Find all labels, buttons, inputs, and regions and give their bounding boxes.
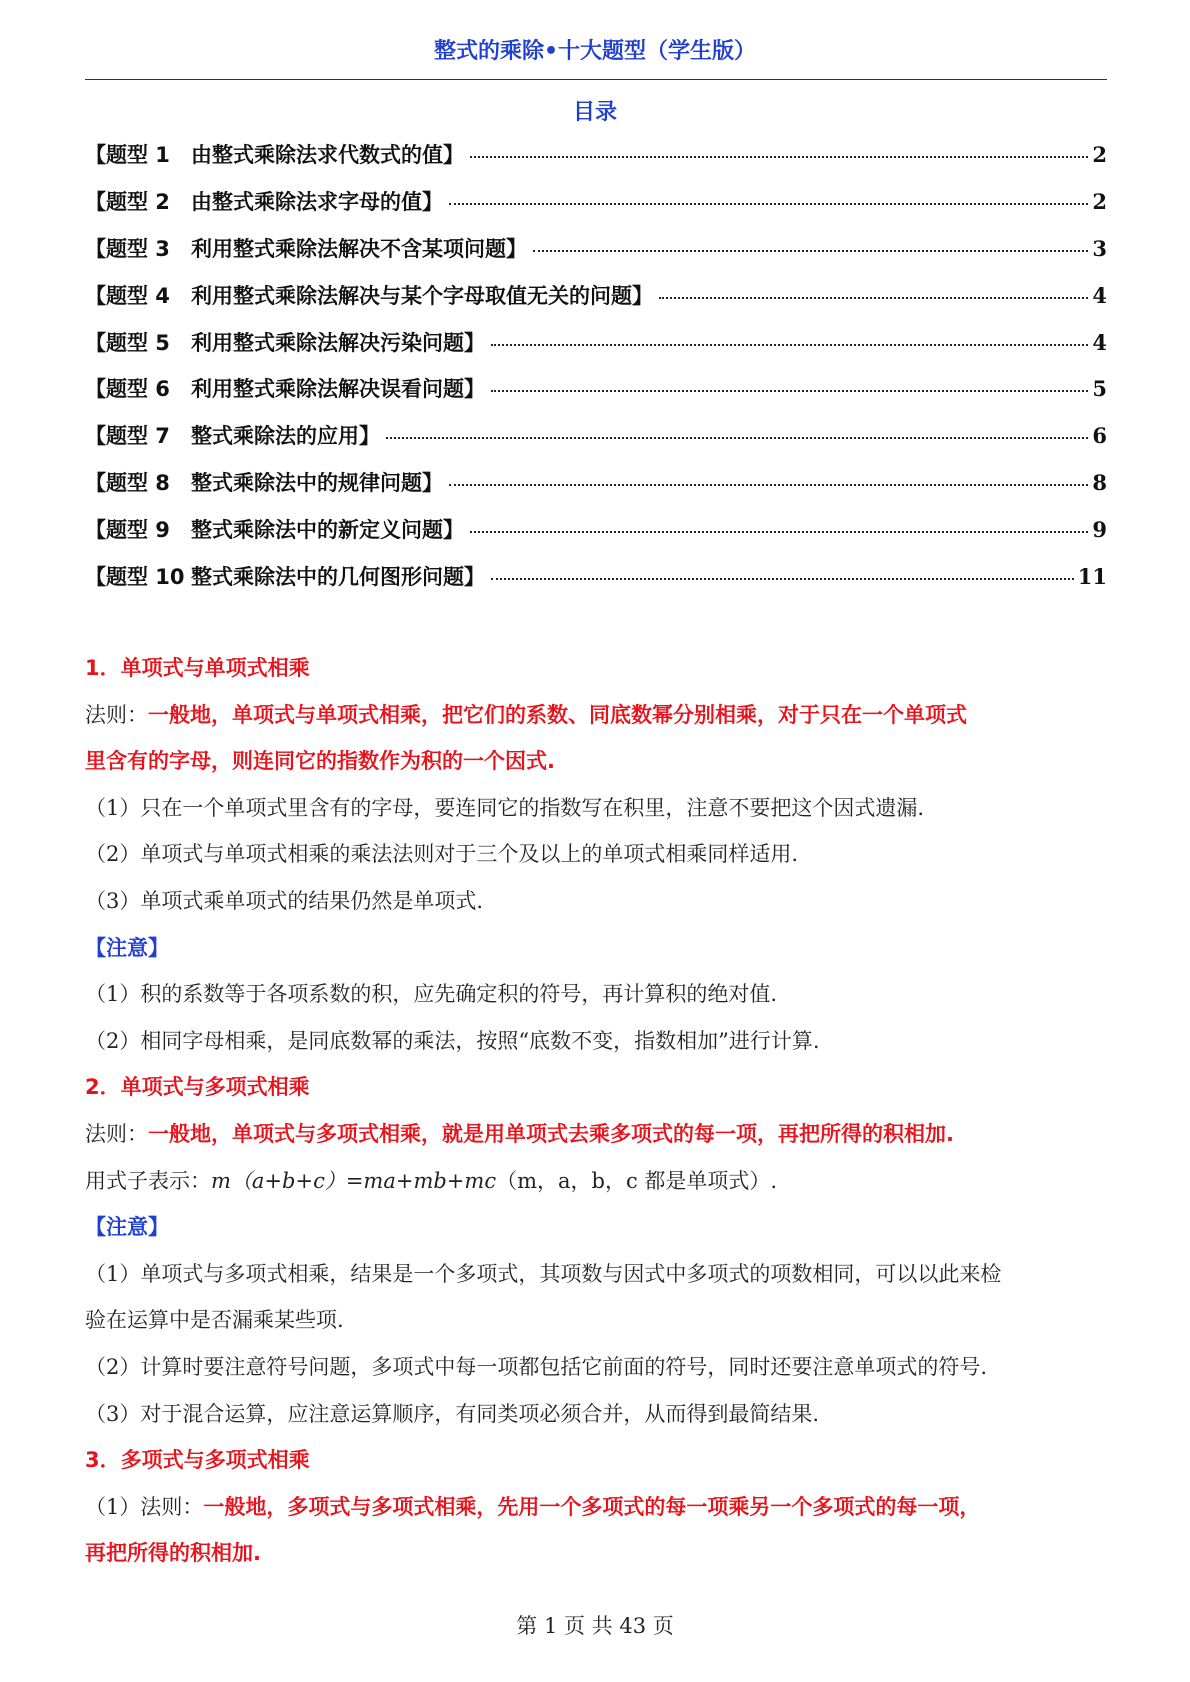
paragraph: （1）积的系数等于各项系数的积，应先确定积的符号，再计算积的绝对值.: [85, 982, 778, 1007]
section-heading-3: 3．多项式与多项式相乘: [85, 1448, 310, 1473]
paragraph: （3）对于混合运算，应注意运算顺序，有同类项必须合并，从而得到最简结果.: [85, 1401, 820, 1426]
rule-prefix: 法则：: [85, 1121, 148, 1146]
toc-item-text: 整式乘除法中的新定义问题】: [191, 518, 464, 543]
toc-item-page: 8: [1092, 470, 1107, 496]
document-body: [85, 645, 1107, 1577]
rule-emphasis: 一般地，单项式与单项式相乘，把它们的系数、同底数幂分别相乘，对于只在一个单项式: [148, 702, 967, 727]
formula-suffix: （m，a，b，c 都是单项式）.: [496, 1168, 778, 1193]
rule-emphasis-continued: 再把所得的积相加.: [85, 1541, 261, 1566]
paragraph: （2）计算时要注意符号问题，多项式中每一项都包括它前面的符号，同时还要注意单项式的符号.: [85, 1354, 988, 1379]
toc-item-page: 5: [1092, 376, 1107, 402]
toc-leader-dots: [659, 297, 1088, 299]
paragraph: （1）单项式与多项式相乘，结果是一个多项式，其项数与因式中多项式的项数相同，可以以此来检: [85, 1261, 1002, 1286]
toc-item-text: 由整式乘除法求字母的值】: [191, 189, 443, 214]
toc-item-label: 【题型 5: [85, 330, 170, 355]
paragraph: （2）相同字母相乘，是同底数幂的乘法，按照“底数不变，指数相加”进行计算.: [85, 1028, 820, 1053]
toc-leader-dots: [449, 203, 1088, 205]
rule-paragraph: [85, 1111, 1107, 1158]
toc-item-label: 【题型 9: [85, 518, 170, 543]
toc-item-page: 2: [1092, 188, 1107, 214]
toc-item-label: 【题型 6: [85, 377, 170, 402]
toc-item[interactable]: [85, 514, 1107, 561]
toc-item-text: 利用整式乘除法解决与某个字母取值无关的问题】: [191, 283, 653, 308]
toc-item-page: 11: [1077, 564, 1107, 590]
toc-title: 目录: [572, 100, 617, 125]
toc-item[interactable]: [85, 139, 1107, 186]
toc-item-page: 6: [1092, 423, 1107, 449]
toc-item[interactable]: [85, 327, 1107, 374]
toc-item-label: 【题型 7: [85, 424, 170, 449]
toc-item-text: 由整式乘除法求代数式的值】: [191, 143, 464, 167]
formula-paragraph: [85, 1158, 1107, 1205]
toc-leader-dots: [533, 250, 1088, 252]
toc-item[interactable]: [85, 186, 1107, 233]
toc-item-label: 【题型 10: [85, 565, 185, 590]
rule-prefix: 法则：: [85, 702, 148, 727]
paragraph: （2）单项式与单项式相乘的乘法法则对于三个及以上的单项式相乘同样适用.: [85, 842, 799, 867]
toc-item-text: 整式乘除法中的规律问题】: [191, 471, 443, 496]
toc-item-label: 【题型 4: [85, 283, 170, 308]
rule-prefix: （1）法则：: [85, 1494, 204, 1519]
toc-item-label: 【题型 1: [85, 143, 170, 167]
formula-prefix: 用式子表示：: [85, 1168, 211, 1193]
toc-item-page: 9: [1092, 517, 1107, 543]
toc-leader-dots: [491, 344, 1088, 346]
rule-paragraph: [85, 692, 1107, 739]
section-heading-2: 2．单项式与多项式相乘: [85, 1075, 310, 1100]
toc-item[interactable]: [85, 373, 1107, 420]
toc-item-text: 整式乘除法的应用】: [191, 424, 380, 449]
section-heading-1: 1．单项式与单项式相乘: [85, 656, 310, 680]
page-footer: 第 1 页 共 43 页: [516, 1614, 674, 1638]
rule-paragraph: [85, 1484, 1107, 1531]
document-header-title: 整式的乘除•十大题型（学生版）: [433, 39, 757, 64]
toc-leader-dots: [470, 156, 1088, 158]
rule-emphasis: 一般地，单项式与多项式相乘，就是用单项式去乘多项式的每一项，再把所得的积相加.: [148, 1121, 954, 1146]
toc-item-page: 4: [1092, 282, 1107, 308]
formula: m（a+b+c）=ma+mb+mc: [211, 1168, 497, 1193]
toc-item-text: 整式乘除法中的几何图形问题】: [191, 565, 485, 590]
note-heading: 【注意】: [85, 1215, 169, 1240]
toc-item-label: 【题型 3: [85, 236, 170, 261]
toc-item-label: 【题型 8: [85, 471, 170, 496]
paragraph: （3）单项式乘单项式的结果仍然是单项式.: [85, 888, 484, 913]
toc-item[interactable]: [85, 233, 1107, 280]
rule-emphasis-continued: 里含有的字母，则连同它的指数作为积的一个因式.: [85, 749, 555, 774]
paragraph: （1）只在一个单项式里含有的字母，要连同它的指数写在积里，注意不要把这个因式遗漏.: [85, 795, 925, 820]
toc-item-page: 3: [1092, 235, 1107, 261]
toc-item-text: 利用整式乘除法解决不含某项问题】: [191, 236, 527, 261]
note-heading: 【注意】: [85, 935, 169, 960]
toc-item-text: 利用整式乘除法解决污染问题】: [191, 330, 485, 355]
paragraph-continued: 验在运算中是否漏乘某些项.: [85, 1308, 344, 1333]
toc-item[interactable]: [85, 467, 1107, 514]
table-of-contents: [85, 139, 1107, 608]
header-divider: [85, 79, 1107, 80]
toc-item-page: 4: [1092, 329, 1107, 355]
toc-item[interactable]: [85, 561, 1107, 608]
rule-emphasis: 一般地，多项式与多项式相乘，先用一个多项式的每一项乘另一个多项式的每一项，: [203, 1494, 981, 1519]
toc-leader-dots: [449, 484, 1088, 486]
toc-item-text: 利用整式乘除法解决误看问题】: [191, 377, 485, 402]
toc-item[interactable]: [85, 420, 1107, 467]
toc-leader-dots: [491, 578, 1074, 580]
toc-item[interactable]: [85, 280, 1107, 327]
toc-leader-dots: [470, 531, 1088, 533]
toc-leader-dots: [386, 437, 1088, 439]
toc-item-label: 【题型 2: [85, 189, 170, 214]
toc-leader-dots: [491, 390, 1088, 392]
toc-item-page: 2: [1092, 142, 1107, 167]
